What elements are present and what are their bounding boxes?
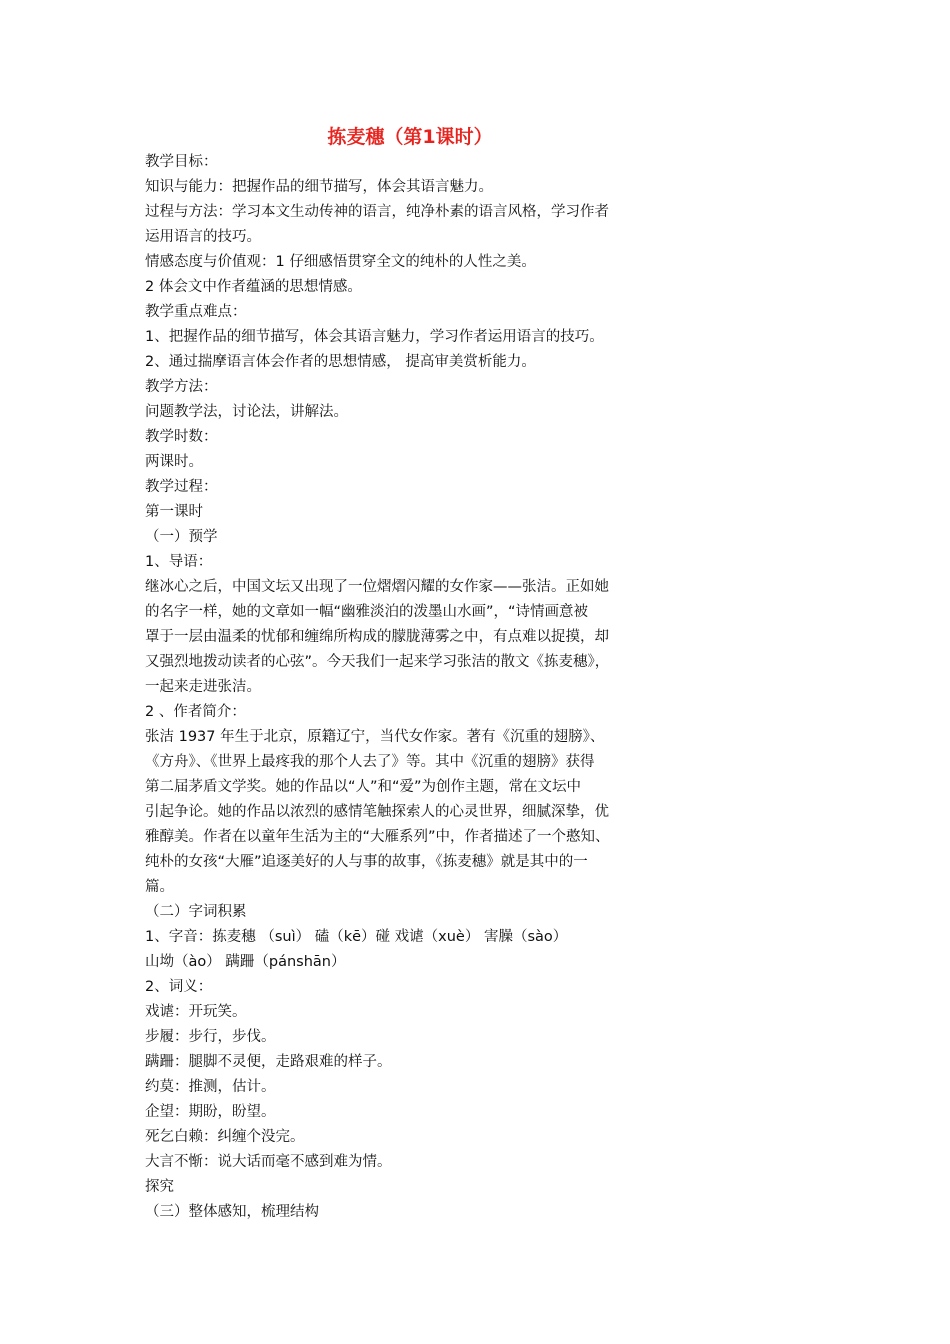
text-line: 过程与方法：学习本文生动传神的语言，纯净朴素的语言风格，学习作者	[145, 204, 609, 220]
text-line: 引起争论。她的作品以浓烈的感情笔触探索人的心灵世界，细腻深挚，优	[145, 804, 609, 820]
text-line: 1、字音：拣麦穗 （suì） 磕（kē）碰 戏谑（xuè） 害臊（sào）	[145, 929, 568, 945]
text-line: 山坳（ào） 蹒跚（pánshān）	[145, 954, 346, 970]
text-line: 雅醇美。作者在以童年生活为主的“大雁系列”中，作者描述了一个憨知、	[145, 829, 610, 845]
text-line: 2、词义：	[145, 979, 213, 995]
text-line: 篇。	[145, 879, 174, 895]
text-line: 2 体会文中作者蕴涵的思想情感。	[145, 279, 362, 295]
text-line: 问题教学法，讨论法，讲解法。	[145, 404, 348, 420]
text-line: 继冰心之后，中国文坛又出现了一位熠熠闪耀的女作家——张洁。正如她	[145, 579, 609, 595]
text-line: 张洁 1937 年生于北京，原籍辽宁，当代女作家。著有《沉重的翅膀》、	[145, 729, 605, 745]
text-line: 的名字一样，她的文章如一幅“幽雅淡泊的泼墨山水画”，“诗情画意被	[145, 604, 589, 620]
text-line: （二）字词积累	[145, 904, 247, 920]
text-line: 2 、作者简介：	[145, 704, 246, 720]
text-line: 教学目标：	[145, 154, 218, 170]
text-line: 又强烈地拨动读者的心弦”。今天我们一起来学习张洁的散文《拣麦穗》，	[145, 654, 610, 670]
text-line: （一）预学	[145, 529, 218, 545]
text-line: 企望：期盼，盼望。	[145, 1104, 276, 1120]
text-line: 教学方法：	[145, 379, 218, 395]
text-line: 第二届茅盾文学奖。她的作品以“人”和“爱”为创作主题，常在文坛中	[145, 779, 582, 795]
text-line: 教学时数：	[145, 429, 218, 445]
text-line: 大言不惭：说大话而毫不感到难为情。	[145, 1154, 392, 1170]
text-line: 教学重点难点：	[145, 304, 247, 320]
text-line: 探究	[145, 1179, 174, 1195]
text-line: 运用语言的技巧。	[145, 229, 261, 245]
text-line: 蹒跚：腿脚不灵便，走路艰难的样子。	[145, 1054, 392, 1070]
text-line: 戏谑：开玩笑。	[145, 1004, 247, 1020]
text-line: 情感态度与价值观：1 仔细感悟贯穿全文的纯朴的人性之美。	[145, 254, 536, 270]
text-line: 两课时。	[145, 454, 203, 470]
document-body	[145, 150, 705, 1225]
text-line: 步履：步行，步伐。	[145, 1029, 276, 1045]
text-line: 约莫：推测，估计。	[145, 1079, 276, 1095]
text-line: 1、导语：	[145, 554, 213, 570]
document-title: 拣麦穗（第1课时）	[327, 126, 493, 148]
text-line: 教学过程：	[145, 479, 218, 495]
text-line: 1、把握作品的细节描写，体会其语言魅力，学习作者运用语言的技巧。	[145, 329, 604, 345]
text-line: （三）整体感知，梳理结构	[145, 1204, 319, 1220]
text-line: 2、通过揣摩语言体会作者的思想情感， 提高审美赏析能力。	[145, 354, 536, 370]
text-line: 死乞白赖：纠缠个没完。	[145, 1129, 305, 1145]
text-line: 纯朴的女孩“大雁”追逐美好的人与事的故事，《拣麦穗》就是其中的一	[145, 854, 588, 870]
text-line: 知识与能力：把握作品的细节描写，体会其语言魅力。	[145, 179, 493, 195]
text-line: 一起来走进张洁。	[145, 679, 261, 695]
text-line: 罩于一层由温柔的忧郁和缠绵所构成的朦胧薄雾之中，有点难以捉摸，却	[145, 629, 609, 645]
text-line: 《方舟》、《世界上最疼我的那个人去了》等。其中《沉重的翅膀》获得	[145, 754, 595, 770]
text-line: 第一课时	[145, 504, 203, 520]
